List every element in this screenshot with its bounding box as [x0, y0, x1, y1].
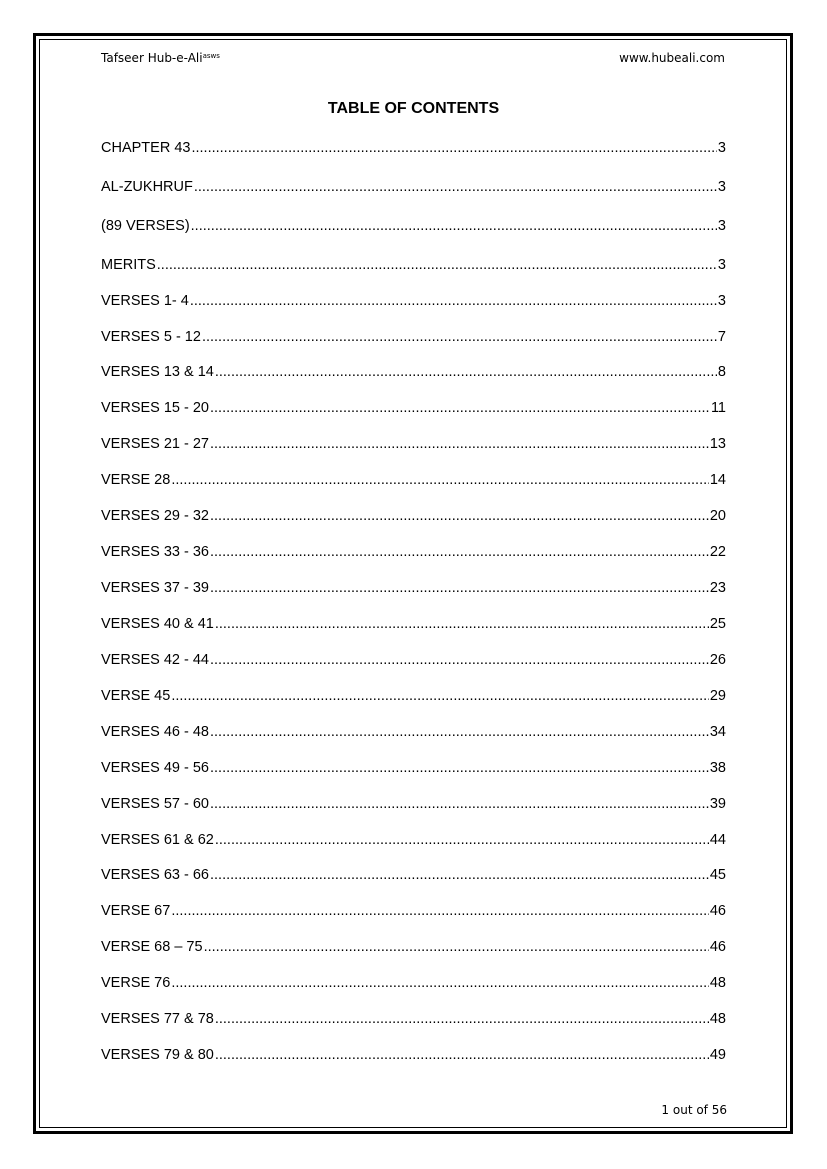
toc-entry[interactable] [101, 650, 726, 670]
toc-entry-page-number: 49 [709, 1047, 726, 1063]
toc-entry-label: VERSE 76 [101, 975, 171, 991]
toc-entry-label: VERSES 63 - 66 [101, 867, 209, 883]
toc-dot-leader [194, 177, 717, 197]
toc-entry[interactable] [101, 327, 726, 347]
toc-entry-page-number: 3 [717, 218, 726, 234]
toc-entry-label: VERSES 13 & 14 [101, 364, 214, 380]
toc-entry[interactable] [101, 614, 726, 634]
toc-dot-leader [210, 794, 709, 814]
toc-entry-page-number: 3 [717, 293, 726, 309]
toc-entry-page-number: 23 [709, 580, 726, 596]
toc-entry-page-number: 38 [709, 760, 726, 776]
toc-entry[interactable] [101, 830, 726, 850]
header-title-superscript: asws [202, 52, 220, 60]
toc-entry-page-number: 7 [717, 329, 726, 345]
toc-entry-label: VERSES 37 - 39 [101, 580, 209, 596]
toc-entry-label: VERSES 15 - 20 [101, 400, 209, 416]
toc-entry[interactable] [101, 138, 726, 158]
document-header-title [101, 50, 220, 66]
toc-entry-label: VERSES 1- 4 [101, 293, 189, 309]
toc-entry[interactable] [101, 291, 726, 311]
toc-entry[interactable] [101, 937, 726, 957]
toc-entry-page-number: 3 [717, 257, 726, 273]
toc-entry[interactable] [101, 542, 726, 562]
toc-entry-page-number: 3 [717, 179, 726, 195]
toc-dot-leader [215, 614, 709, 634]
toc-entry-label: VERSE 68 – 75 [101, 939, 203, 955]
toc-heading: TABLE OF CONTENTS [327, 100, 500, 117]
toc-entry-page-number: 44 [709, 832, 726, 848]
toc-entry-page-number: 48 [709, 975, 726, 991]
toc-dot-leader [202, 327, 717, 347]
toc-entry-label: VERSES 49 - 56 [101, 760, 209, 776]
toc-entry-page-number: 48 [709, 1011, 726, 1027]
toc-dot-leader [157, 255, 717, 275]
toc-entry-page-number: 25 [709, 616, 726, 632]
toc-dot-leader [171, 973, 709, 993]
toc-entry-page-number: 22 [709, 544, 726, 560]
toc-dot-leader [171, 686, 709, 706]
toc-entry-label: VERSES 42 - 44 [101, 652, 209, 668]
toc-entry-label: VERSES 79 & 80 [101, 1047, 214, 1063]
toc-dot-leader [171, 470, 709, 490]
toc-entry-page-number: 8 [717, 364, 726, 380]
toc-dot-leader [215, 1009, 709, 1029]
toc-entry-label: VERSES 40 & 41 [101, 616, 214, 632]
toc-entry-label: AL-ZUKHRUF [101, 179, 193, 195]
toc-entry[interactable] [101, 255, 726, 275]
toc-entry[interactable] [101, 1009, 726, 1029]
toc-dot-leader [215, 362, 717, 382]
toc-entry-page-number: 14 [709, 472, 726, 488]
toc-entry[interactable] [101, 434, 726, 454]
toc-entry[interactable] [101, 901, 726, 921]
toc-entry-page-number: 26 [709, 652, 726, 668]
toc-entry-label: VERSES 33 - 36 [101, 544, 209, 560]
toc-entry-page-number: 11 [710, 400, 726, 416]
toc-dot-leader [190, 291, 717, 311]
toc-dot-leader [210, 578, 709, 598]
toc-entry[interactable] [101, 686, 726, 706]
toc-entry-page-number: 29 [709, 688, 726, 704]
toc-entry-page-number: 34 [709, 724, 726, 740]
toc-entry-label: VERSES 57 - 60 [101, 796, 209, 812]
toc-entry-page-number: 45 [709, 867, 726, 883]
toc-entry-label: CHAPTER 43 [101, 140, 191, 156]
toc-entry-page-number: 39 [709, 796, 726, 812]
toc-dot-leader [210, 542, 709, 562]
toc-entry-label: VERSES 21 - 27 [101, 436, 209, 452]
toc-entry-page-number: 13 [709, 436, 726, 452]
toc-entry-page-number: 20 [709, 508, 726, 524]
header-title-text: Tafseer Hub-e-Ali [101, 51, 203, 65]
toc-entry-label: VERSE 28 [101, 472, 171, 488]
toc-entry-label: VERSES 29 - 32 [101, 508, 209, 524]
toc-dot-leader [191, 138, 716, 158]
toc-entry-label: VERSES 61 & 62 [101, 832, 214, 848]
toc-dot-leader [210, 434, 709, 454]
toc-dot-leader [210, 722, 709, 742]
toc-dot-leader [215, 1045, 709, 1065]
toc-dot-leader [171, 901, 709, 921]
website-link[interactable]: www.hubeali.com [619, 51, 725, 65]
toc-entry[interactable] [101, 1045, 726, 1065]
toc-entry[interactable] [101, 177, 726, 197]
toc-entry-label: VERSE 67 [101, 903, 171, 919]
toc-dot-leader [210, 506, 709, 526]
toc-entry-page-number: 46 [709, 903, 726, 919]
toc-entry-label: MERITS [101, 257, 156, 273]
toc-entry-label: (89 VERSES) [101, 218, 190, 234]
toc-entry[interactable] [101, 216, 726, 236]
page-number: 1 out of 56 [661, 1103, 727, 1117]
toc-entry-label: VERSES 46 - 48 [101, 724, 209, 740]
toc-entry-page-number: 46 [709, 939, 726, 955]
toc-dot-leader [215, 830, 709, 850]
toc-entry-label: VERSES 77 & 78 [101, 1011, 214, 1027]
toc-entry[interactable] [101, 794, 726, 814]
toc-dot-leader [210, 865, 709, 885]
toc-entry[interactable] [101, 578, 726, 598]
toc-entry[interactable] [101, 865, 726, 885]
toc-dot-leader [191, 216, 717, 236]
toc-dot-leader [210, 650, 709, 670]
toc-entry[interactable] [101, 506, 726, 526]
toc-dot-leader [204, 937, 709, 957]
toc-entry[interactable] [101, 398, 726, 418]
toc-entry[interactable] [101, 362, 726, 382]
toc-entry[interactable] [101, 470, 726, 490]
toc-entry-label: VERSE 45 [101, 688, 171, 704]
toc-dot-leader [210, 758, 709, 778]
toc-entry[interactable] [101, 722, 726, 742]
toc-entry[interactable] [101, 758, 726, 778]
toc-entry-page-number: 3 [717, 140, 726, 156]
toc-dot-leader [210, 398, 710, 418]
toc-entry-label: VERSES 5 - 12 [101, 329, 201, 345]
toc-entry[interactable] [101, 973, 726, 993]
